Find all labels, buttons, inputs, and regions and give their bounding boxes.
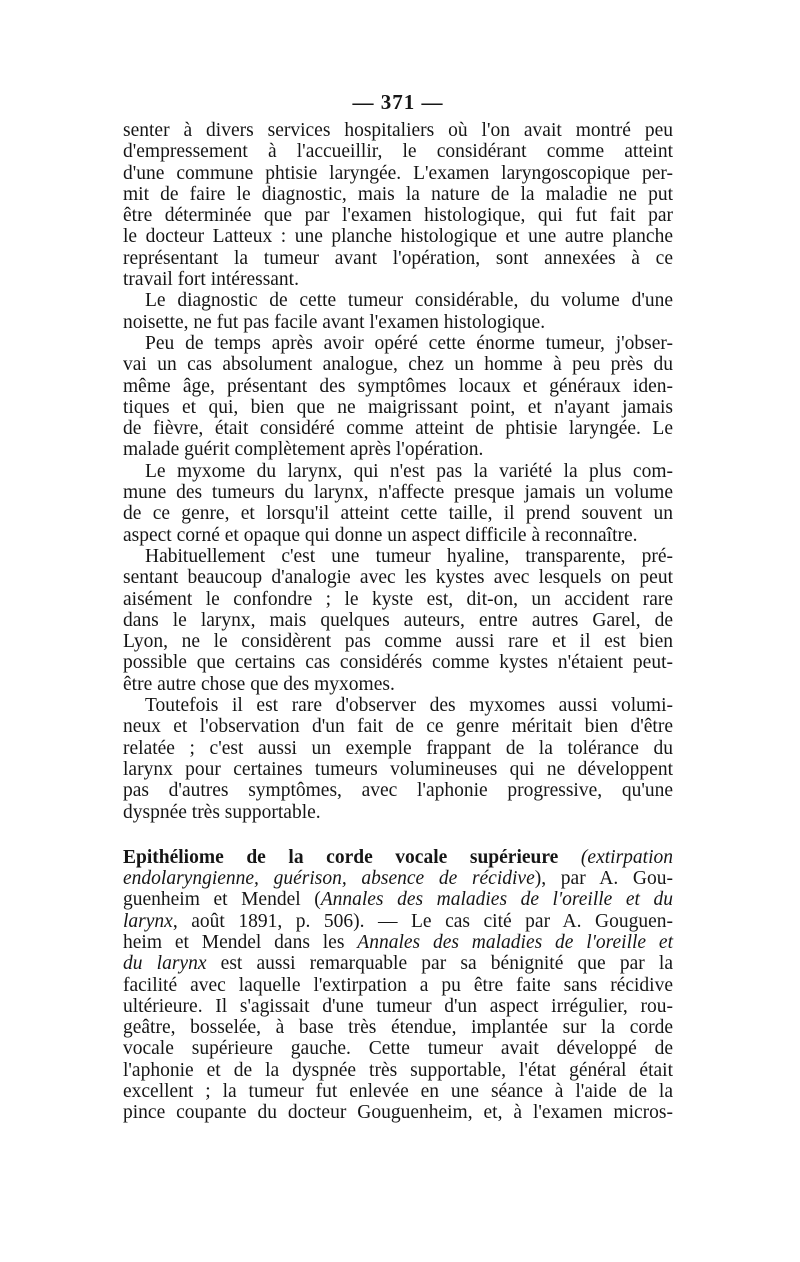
text-line: d'une commune phtisie laryngée. L'examen laryngoscopique per- xyxy=(123,162,673,184)
text-line: Lyon, ne le considèrent pas comme aussi rare et il est bien xyxy=(123,631,673,653)
paragraph xyxy=(123,290,673,333)
section-line: excellent ; la tumeur fut enlevée en une séance à l'aide de la xyxy=(123,1081,673,1103)
text-line: être autre chose que des myxomes. xyxy=(123,673,395,695)
section-heading-italic: (extirpation xyxy=(558,846,673,868)
text-line: le docteur Latteux : une planche histologique et une autre planche xyxy=(123,226,673,248)
section-line: endolaryngienne, guérison, absence de récidive), par A. Gou- xyxy=(123,868,673,890)
paragraph xyxy=(123,333,673,461)
text-line: aspect corné et opaque qui donne un aspect difficile à reconnaître. xyxy=(123,524,638,546)
text-line: travail fort intéressant. xyxy=(123,269,299,291)
text-line: senter à divers services hospitaliers où l'on avait montré peu xyxy=(123,120,673,141)
text-line: vai un cas absolument analogue, chez un homme à peu près du xyxy=(123,354,673,376)
section-heading: Epithéliome de la corde vocale supérieure xyxy=(123,846,559,868)
text-line: pas d'autres symptômes, avec l'aphonie progressive, qu'une xyxy=(123,780,673,802)
section-rest xyxy=(123,975,673,1124)
section-line: heim et Mendel dans les Annales des maladies de l'oreille et xyxy=(123,931,673,953)
section-line: ultérieure. Il s'agissait d'une tumeur d'un aspect irrégulier, rou- xyxy=(123,995,673,1017)
text-line: larynx pour certaines tumeurs volumineuses qui ne développent xyxy=(123,758,673,780)
section-line: pince coupante du docteur Gouguenheim, et, à l'examen micros- xyxy=(123,1102,673,1124)
page-number: — 371 — xyxy=(352,90,444,114)
body-text xyxy=(123,120,673,823)
text-line: être déterminée que par l'examen histologique, qui fut fait par xyxy=(123,205,673,227)
section-gap xyxy=(123,823,673,847)
paragraph xyxy=(123,461,673,546)
text-line: neux et l'observation d'un fait de ce genre méritait bien d'être xyxy=(123,716,673,738)
text-line: noisette, ne fut pas facile avant l'examen histologique. xyxy=(123,311,546,333)
paragraph xyxy=(123,120,673,290)
text-line: Le diagnostic de cette tumeur considérable, du volume d'une xyxy=(145,290,673,312)
section-epitheliome xyxy=(123,847,673,1124)
text-line: Toutefois il est rare d'observer des myxomes aussi volumi- xyxy=(145,695,673,717)
text-line: relatée ; c'est aussi un exemple frappant de la tolérance du xyxy=(123,737,673,759)
text-line: de fièvre, était considéré comme atteint de phtisie laryngée. Le xyxy=(123,418,673,440)
document-page xyxy=(123,84,673,1124)
text-line: Le myxome du larynx, qui n'est pas la variété la plus com- xyxy=(145,460,673,482)
section-line: l'aphonie et de la dyspnée très supportable, l'état général était xyxy=(123,1059,673,1081)
text-line: de ce genre, et lorsqu'il atteint cette taille, il prend souvent un xyxy=(123,503,673,525)
section-line: vocale supérieure gauche. Cette tumeur avait développé de xyxy=(123,1038,673,1060)
text-line: mit de faire le diagnostic, mais la nature de la maladie ne put xyxy=(123,183,673,205)
text-line: d'empressement à l'accueillir, le considérant comme atteint xyxy=(123,141,673,163)
section-line: larynx, août 1891, p. 506). — Le cas cité par A. Gouguen- xyxy=(123,910,673,932)
section-line: geâtre, bosselée, à base très étendue, implantée sur la corde xyxy=(123,1017,673,1039)
text-line: dans le larynx, mais quelques auteurs, entre autres Garel, de xyxy=(123,609,673,631)
text-line: Peu de temps après avoir opéré cette énorme tumeur, j'obser- xyxy=(145,332,673,354)
text-line: possible que certains cas considérés comme kystes n'étaient peut- xyxy=(123,652,673,674)
section-line: du larynx est aussi remarquable par sa bénignité que par la xyxy=(123,953,673,975)
section-line: guenheim et Mendel (Annales des maladies de l'oreille et du xyxy=(123,889,673,911)
paragraph xyxy=(123,695,673,823)
text-line: aisément le confondre ; le kyste est, dit-on, un accident rare xyxy=(123,588,673,610)
text-line: dyspnée très supportable. xyxy=(123,801,321,823)
text-line: tiques et qui, bien que ne maigrissant point, et n'ayant jamais xyxy=(123,396,673,418)
text-line: représentant la tumeur avant l'opération, sont annexées à ce xyxy=(123,247,673,269)
text-line: malade guérit complètement après l'opération. xyxy=(123,439,484,461)
paragraph xyxy=(123,546,673,695)
section-line: facilité avec laquelle l'extirpation a pu être faite sans récidive xyxy=(123,974,673,996)
section-heading-line xyxy=(123,847,673,868)
text-line: même âge, présentant des symptômes locaux et généraux iden- xyxy=(123,375,673,397)
text-line: sentant beaucoup d'analogie avec les kystes avec lesquels on peut xyxy=(123,567,673,589)
text-line: Habituellement c'est une tumeur hyaline, transparente, pré- xyxy=(145,545,673,567)
text-line: mune des tumeurs du larynx, n'affecte presque jamais un volume xyxy=(123,482,673,504)
